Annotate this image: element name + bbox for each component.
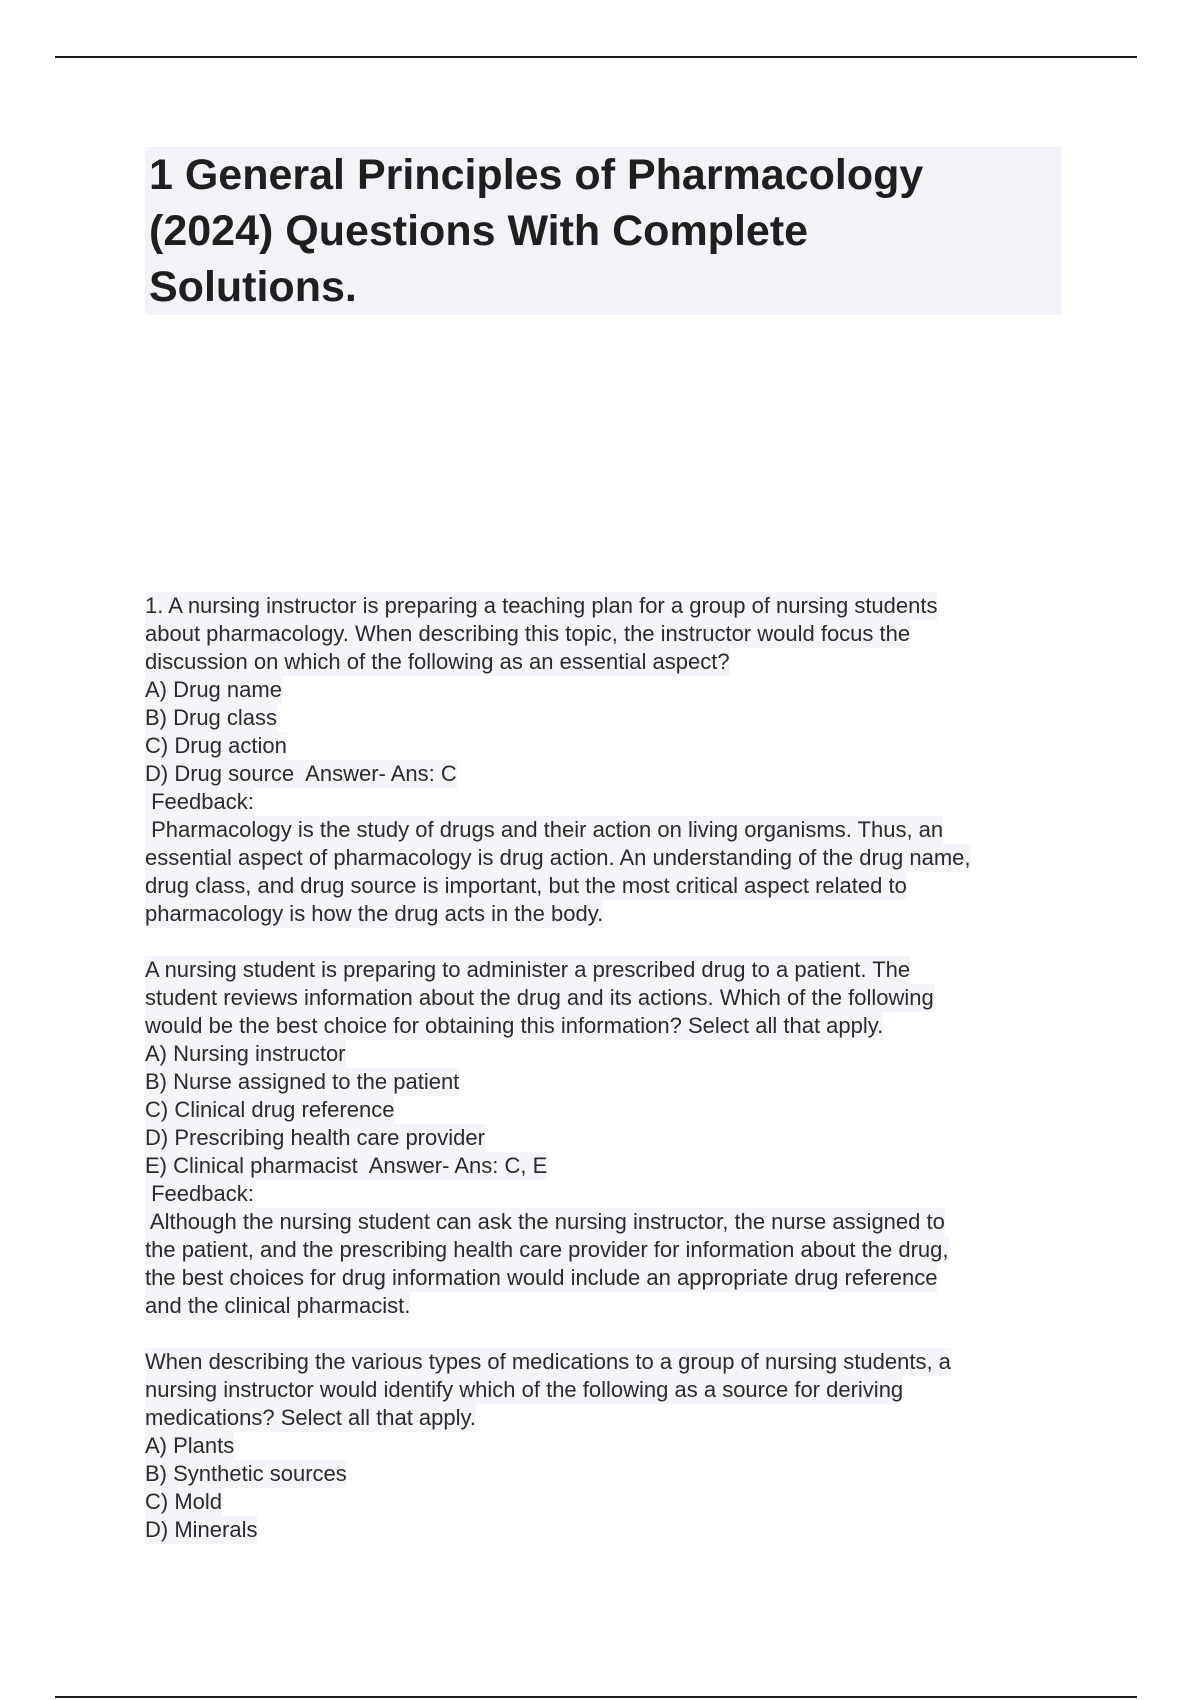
question-text: discussion on which of the following as an essential aspect? xyxy=(145,649,730,674)
title-line: (2024) Questions With Complete xyxy=(149,207,809,255)
feedback-text: Although the nursing student can ask the nursing instructor, the nurse assigned to xyxy=(145,1209,945,1234)
question-text: When describing the various types of medications to a group of nursing students, a xyxy=(145,1349,951,1374)
question-text: nursing instructor would identify which of the following as a source for deriving xyxy=(145,1377,904,1402)
feedback-text: the best choices for drug information would include an appropriate drug reference xyxy=(145,1265,938,1290)
answer-option: A) Plants xyxy=(145,1433,235,1458)
question-text: A nursing student is preparing to administer a prescribed drug to a patient. The xyxy=(145,957,911,982)
feedback-text: Pharmacology is the study of drugs and their action on living organisms. Thus, an xyxy=(145,817,944,842)
question-1 xyxy=(145,592,1065,928)
answer-option: E) Clinical pharmacist Answer- Ans: C, E xyxy=(145,1153,548,1178)
answer-option: B) Drug class xyxy=(145,705,278,730)
question-text: 1. A nursing instructor is preparing a teaching plan for a group of nursing students xyxy=(145,593,938,618)
question-text: medications? Select all that apply. xyxy=(145,1405,476,1430)
question-text: about pharmacology. When describing this topic, the instructor would focus the xyxy=(145,621,911,646)
answer-option: A) Nursing instructor xyxy=(145,1041,346,1066)
feedback-text: the patient, and the prescribing health care provider for information about the drug, xyxy=(145,1237,949,1262)
answer-option: D) Prescribing health care provider xyxy=(145,1125,485,1150)
question-text: would be the best choice for obtaining this information? Select all that apply. xyxy=(145,1013,884,1038)
answer-option: D) Minerals xyxy=(145,1517,258,1542)
answer-option: B) Nurse assigned to the patient xyxy=(145,1069,460,1094)
page-title xyxy=(145,147,1061,315)
feedback-label: Feedback: xyxy=(145,1181,254,1206)
feedback-label: Feedback: xyxy=(145,789,254,814)
feedback-text: drug class, and drug source is important, but the most critical aspect related to xyxy=(145,873,907,898)
questions-body xyxy=(145,592,1065,1572)
answer-option: A) Drug name xyxy=(145,677,282,702)
bottom-divider xyxy=(55,1696,1137,1698)
answer-option: C) Mold xyxy=(145,1489,223,1514)
top-divider xyxy=(55,56,1137,58)
title-line: 1 General Principles of Pharmacology xyxy=(149,151,924,199)
question-3 xyxy=(145,1348,1065,1544)
answer-option: D) Drug source Answer- Ans: C xyxy=(145,761,457,786)
title-line: Solutions. xyxy=(149,263,357,311)
answer-option: C) Clinical drug reference xyxy=(145,1097,395,1122)
feedback-text: and the clinical pharmacist. xyxy=(145,1293,411,1318)
answer-option: B) Synthetic sources xyxy=(145,1461,347,1486)
answer-option: C) Drug action xyxy=(145,733,287,758)
feedback-text: essential aspect of pharmacology is drug action. An understanding of the drug name, xyxy=(145,845,971,870)
question-text: student reviews information about the drug and its actions. Which of the following xyxy=(145,985,934,1010)
question-2 xyxy=(145,956,1065,1320)
feedback-text: pharmacology is how the drug acts in the body. xyxy=(145,901,604,926)
